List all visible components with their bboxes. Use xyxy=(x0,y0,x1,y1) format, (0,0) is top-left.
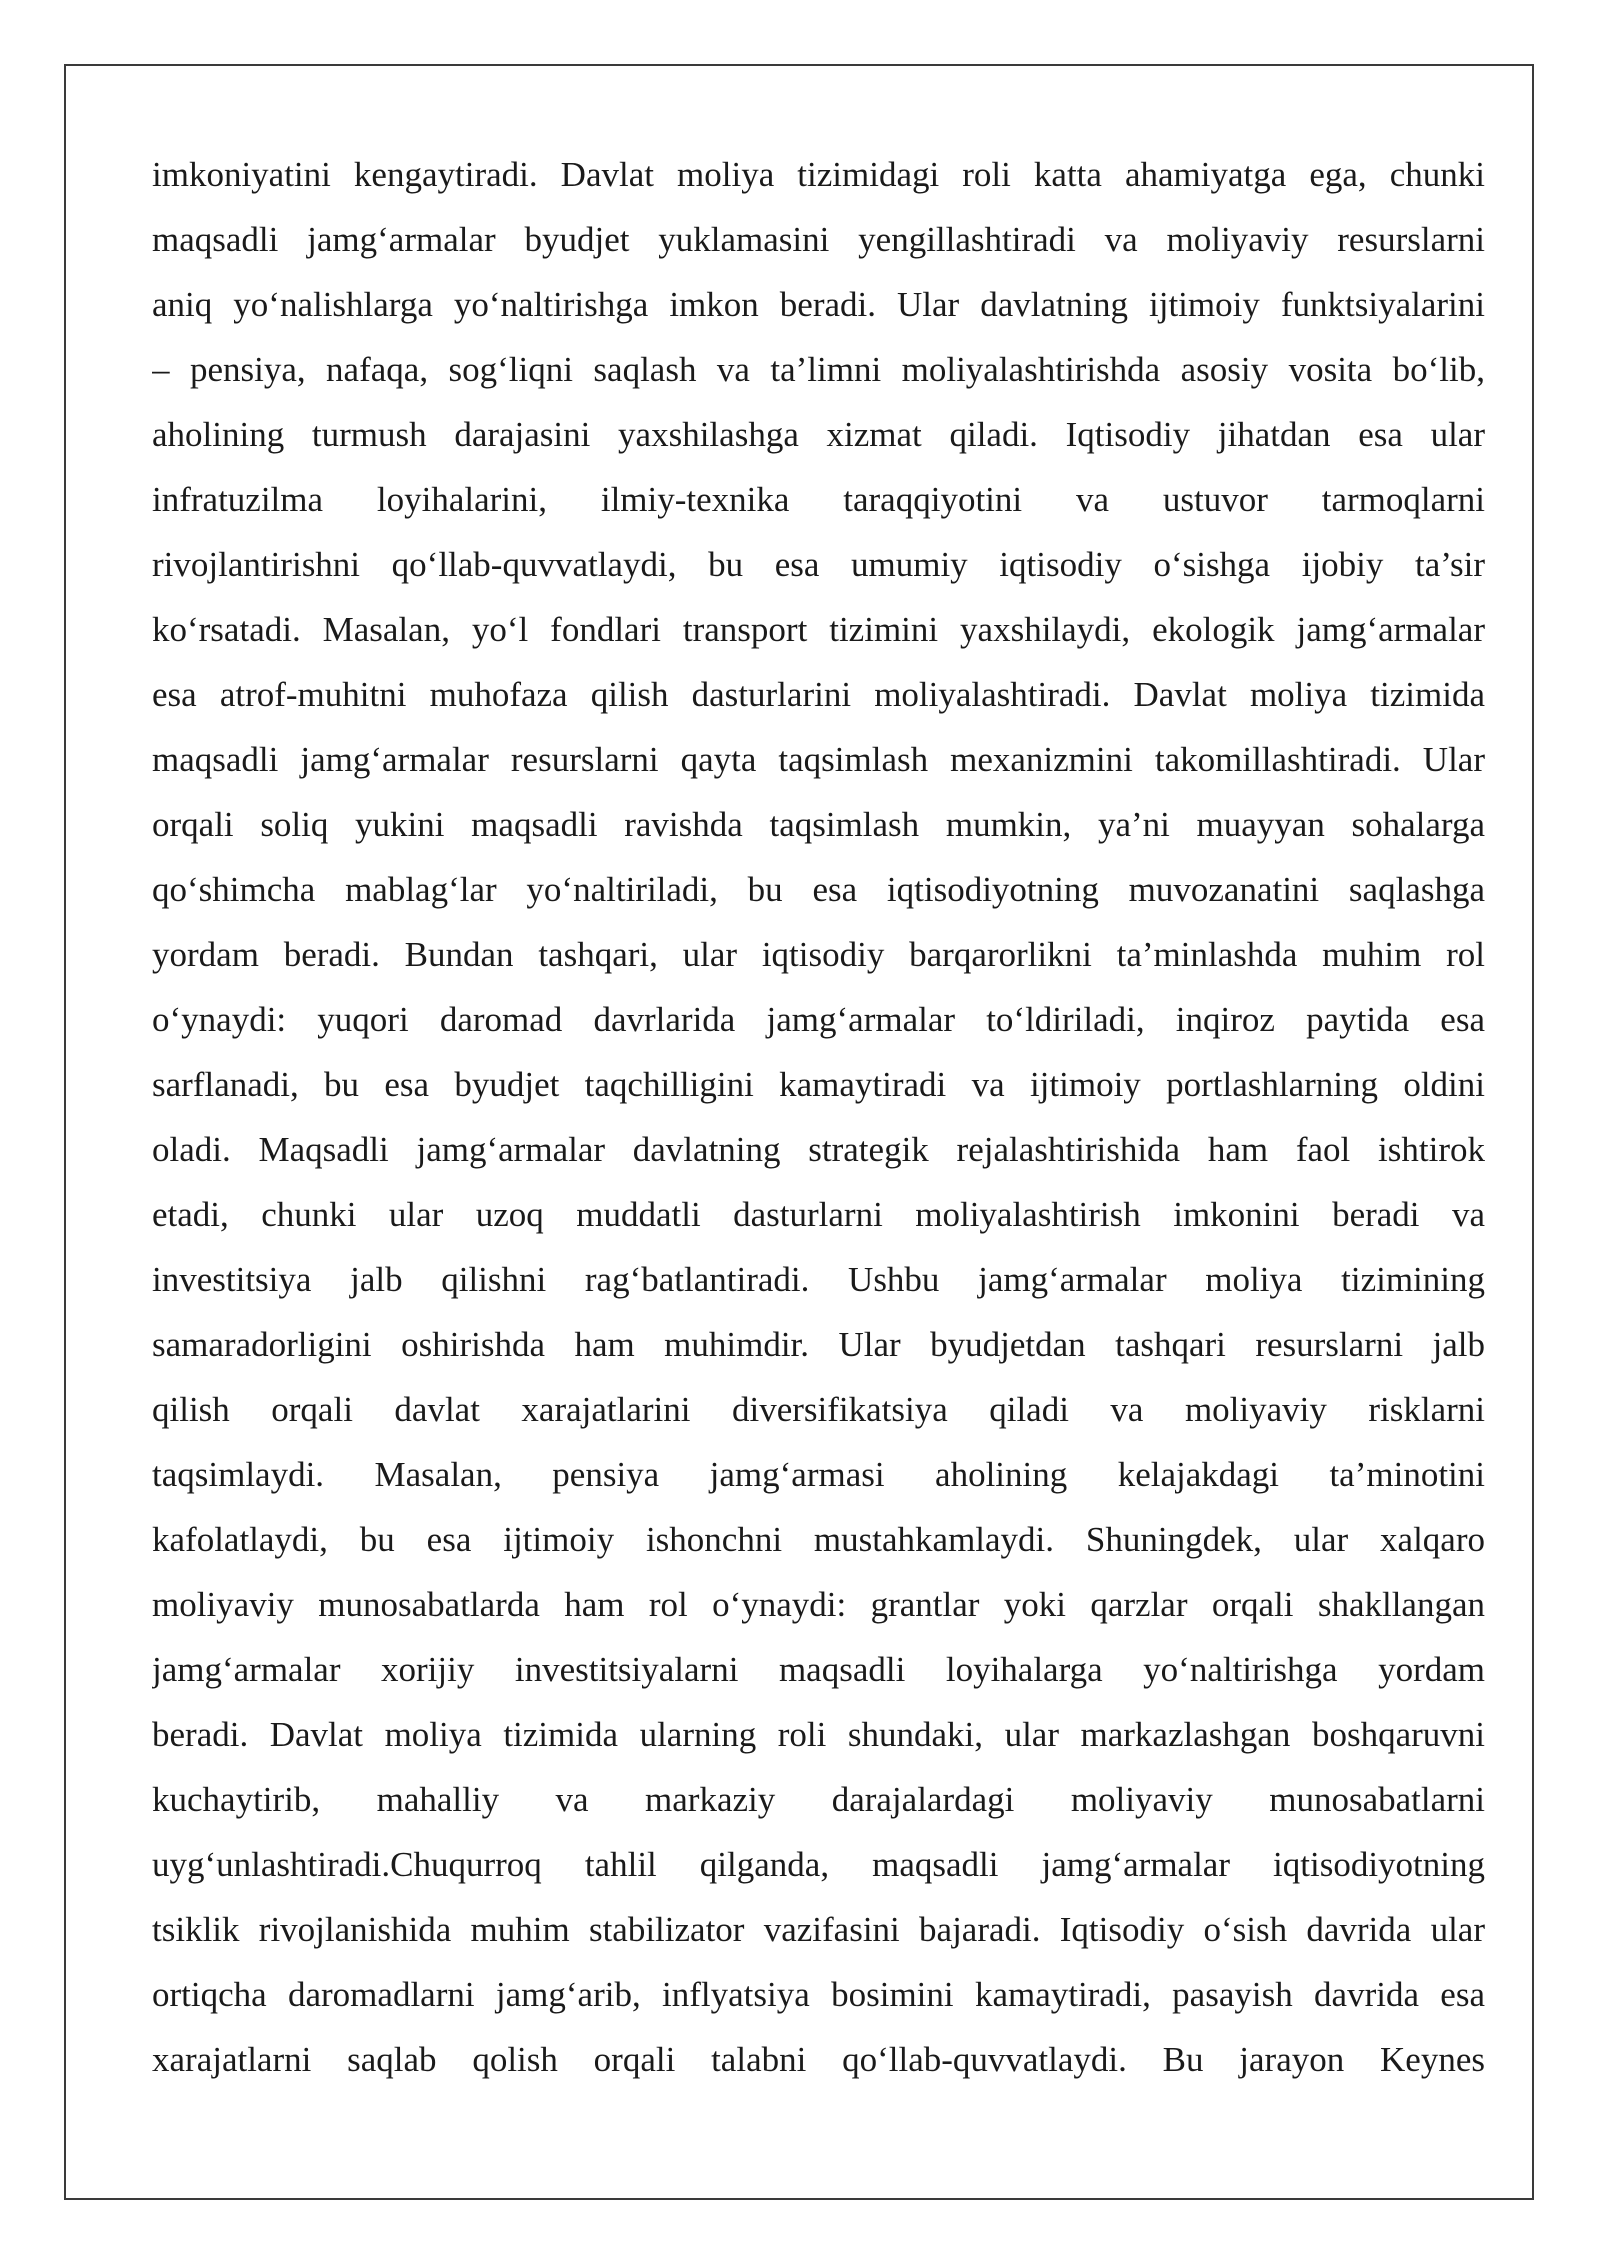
text-line: taqsimlaydi. Masalan, pensiya jamg‘armasi aholining kelajakdagi ta’minotini xyxy=(152,1455,1485,1494)
text-line: uyg‘unlashtiradi.Chuqurroq tahlil qilganda, maqsadli jamg‘armalar iqtisodiyotning xyxy=(152,1845,1485,1884)
text-line: aholining turmush darajasini yaxshilashga xizmat qiladi. Iqtisodiy jihatdan esa ular xyxy=(152,415,1485,454)
text-line: ko‘rsatadi. Masalan, yo‘l fondlari transport tizimini yaxshilaydi, ekologik jamg‘armalar xyxy=(152,610,1485,649)
text-line: xarajatlarni saqlab qolish orqali talabni qo‘llab-quvvatlaydi. Bu jarayon Keynes xyxy=(152,2040,1485,2079)
text-line: imkoniyatini kengaytiradi. Davlat moliya tizimidagi roli katta ahamiyatga ega, chunki xyxy=(152,155,1485,194)
text-line: maqsadli jamg‘armalar resurslarni qayta taqsimlash mexanizmini takomillashtiradi. Ular xyxy=(152,740,1485,779)
body-paragraph xyxy=(152,142,1485,2092)
text-line: maqsadli jamg‘armalar byudjet yuklamasini yengillashtiradi va moliyaviy resurslarni xyxy=(152,220,1485,259)
text-line: rivojlantirishni qo‘llab-quvvatlaydi, bu esa umumiy iqtisodiy o‘sishga ijobiy ta’sir xyxy=(152,545,1485,584)
text-line: ortiqcha daromadlarni jamg‘arib, inflyatsiya bosimini kamaytiradi, pasayish davrida esa xyxy=(152,1975,1485,2014)
text-line: qo‘shimcha mablag‘lar yo‘naltiriladi, bu esa iqtisodiyotning muvozanatini saqlashga xyxy=(152,870,1485,909)
text-line: moliyaviy munosabatlarda ham rol o‘ynaydi: grantlar yoki qarzlar orqali shakllangan xyxy=(152,1585,1485,1624)
text-line: oladi. Maqsadli jamg‘armalar davlatning strategik rejalashtirishida ham faol ishtirok xyxy=(152,1130,1485,1169)
text-line: qilish orqali davlat xarajatlarini diversifikatsiya qiladi va moliyaviy risklarni xyxy=(152,1390,1485,1429)
text-line: samaradorligini oshirishda ham muhimdir. Ular byudjetdan tashqari resurslarni jalb xyxy=(152,1325,1485,1364)
text-line: etadi, chunki ular uzoq muddatli dasturlarni moliyalashtirish imkonini beradi va xyxy=(152,1195,1485,1234)
text-line: sarflanadi, bu esa byudjet taqchilligini kamaytiradi va ijtimoiy portlashlarning oldini xyxy=(152,1065,1485,1104)
text-line: jamg‘armalar xorijiy investitsiyalarni maqsadli loyihalarga yo‘naltirishga yordam xyxy=(152,1650,1485,1689)
text-line: beradi. Davlat moliya tizimida ularning roli shundaki, ular markazlashgan boshqaruvni xyxy=(152,1715,1485,1754)
text-line: kuchaytirib, mahalliy va markaziy darajalardagi moliyaviy munosabatlarni xyxy=(152,1780,1485,1819)
text-line: investitsiya jalb qilishni rag‘batlantiradi. Ushbu jamg‘armalar moliya tizimining xyxy=(152,1260,1485,1299)
text-line: aniq yo‘nalishlarga yo‘naltirishga imkon beradi. Ular davlatning ijtimoiy funktsiyalarini xyxy=(152,285,1485,324)
text-line: tsiklik rivojlanishida muhim stabilizator vazifasini bajaradi. Iqtisodiy o‘sish davrida ular xyxy=(152,1910,1485,1949)
text-line: o‘ynaydi: yuqori daromad davrlarida jamg‘armalar to‘ldiriladi, inqiroz paytida esa xyxy=(152,1000,1485,1039)
text-line: yordam beradi. Bundan tashqari, ular iqtisodiy barqarorlikni ta’minlashda muhim rol xyxy=(152,935,1485,974)
text-line: – pensiya, nafaqa, sog‘liqni saqlash va ta’limni moliyalashtirishda asosiy vosita bo‘lib, xyxy=(152,350,1485,389)
text-line: kafolatlaydi, bu esa ijtimoiy ishonchni mustahkamlaydi. Shuningdek, ular xalqaro xyxy=(152,1520,1485,1559)
text-line: infratuzilma loyihalarini, ilmiy-texnika taraqqiyotini va ustuvor tarmoqlarni xyxy=(152,480,1485,519)
text-line: orqali soliq yukini maqsadli ravishda taqsimlash mumkin, ya’ni muayyan sohalarga xyxy=(152,805,1485,844)
text-line: esa atrof-muhitni muhofaza qilish dasturlarini moliyalashtiradi. Davlat moliya tizimida xyxy=(152,675,1485,714)
